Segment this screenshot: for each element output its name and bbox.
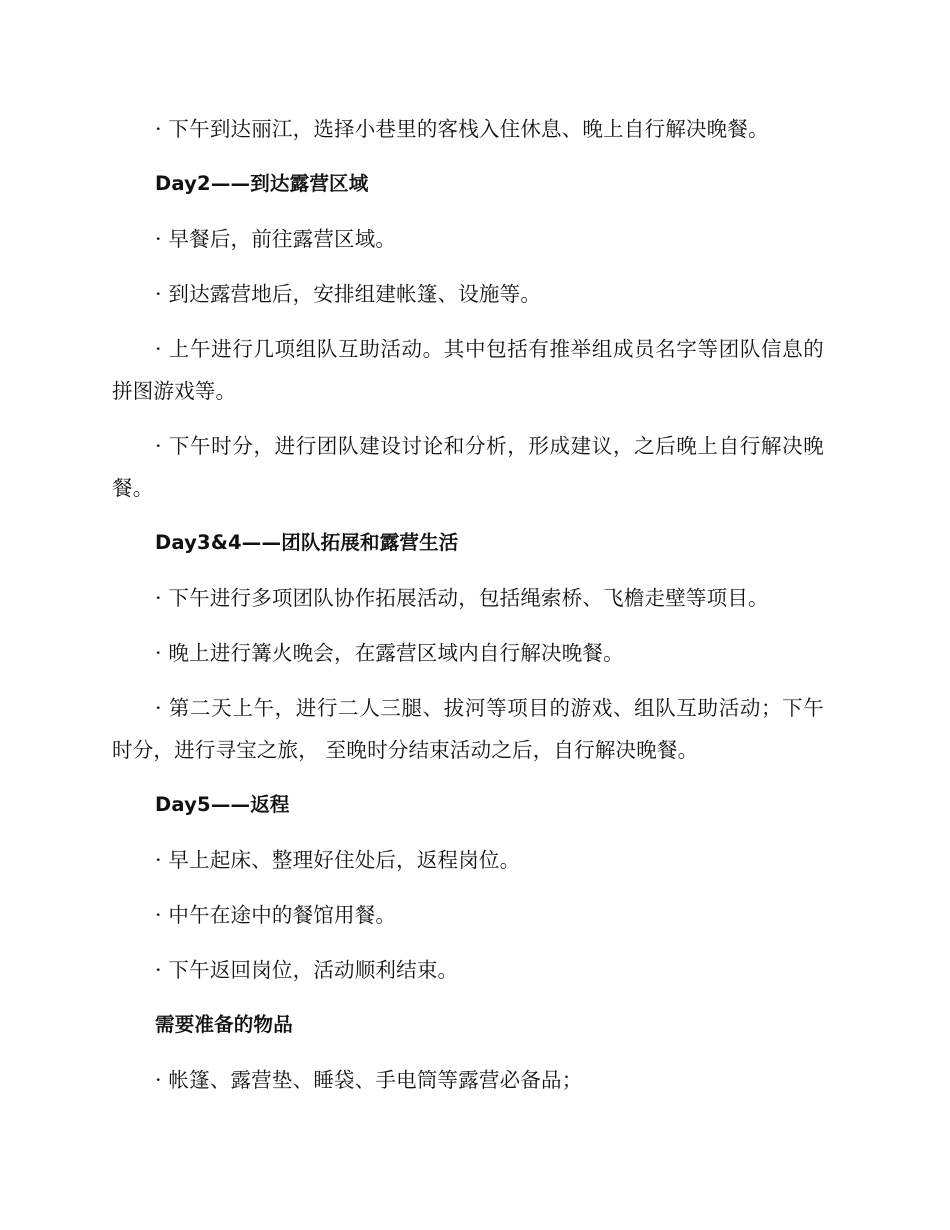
heading-day5: Day5——返程 [155, 793, 290, 816]
bullet-lunch: · 中午在途中的餐馆用餐。 [155, 903, 397, 927]
bullet-morning-activities: · 上午进行几项组队互助活动。其中包括有推举组成员名字等团队信息的拼图游戏等。 [112, 337, 824, 403]
document-body [112, 108, 824, 1114]
bullet-breakfast: · 早餐后，前往露营区域。 [155, 227, 397, 251]
heading-day3-4: Day3&4——团队拓展和露营生活 [155, 531, 459, 554]
bullet-team-expansion: · 下午进行多项团队协作拓展活动，包括绳索桥、飞檐走壁等项目。 [155, 586, 769, 610]
bullet-activity-end: · 下午返回岗位，活动顺利结束。 [155, 958, 459, 982]
heading-day2: Day2——到达露营区域 [155, 172, 369, 195]
bullet-setup-tents: · 到达露营地后，安排组建帐篷、设施等。 [155, 282, 542, 306]
bullet-camping-gear: · 帐篷、露营垫、睡袋、手电筒等露营必备品； [155, 1068, 583, 1092]
bullet-arrive-lijiang: · 下午到达丽江，选择小巷里的客栈入住休息、晚上自行解决晚餐。 [155, 117, 769, 141]
bullet-bonfire: · 晚上进行篝火晚会，在露营区域内自行解决晚餐。 [155, 641, 624, 665]
bullet-morning-return: · 早上起床、整理好住处后，返程岗位。 [155, 848, 521, 872]
bullet-second-day: · 第二天上午，进行二人三腿、拔河等项目的游戏、组队互助活动；下午时分，进行寻宝之旅， 至晚时分结束活动之后，自行解决晚餐。 [112, 696, 824, 762]
heading-items-needed: 需要准备的物品 [155, 1013, 293, 1036]
bullet-afternoon-discussion: · 下午时分，进行团队建设讨论和分析，形成建议，之后晚上自行解决晚餐。 [112, 434, 824, 500]
